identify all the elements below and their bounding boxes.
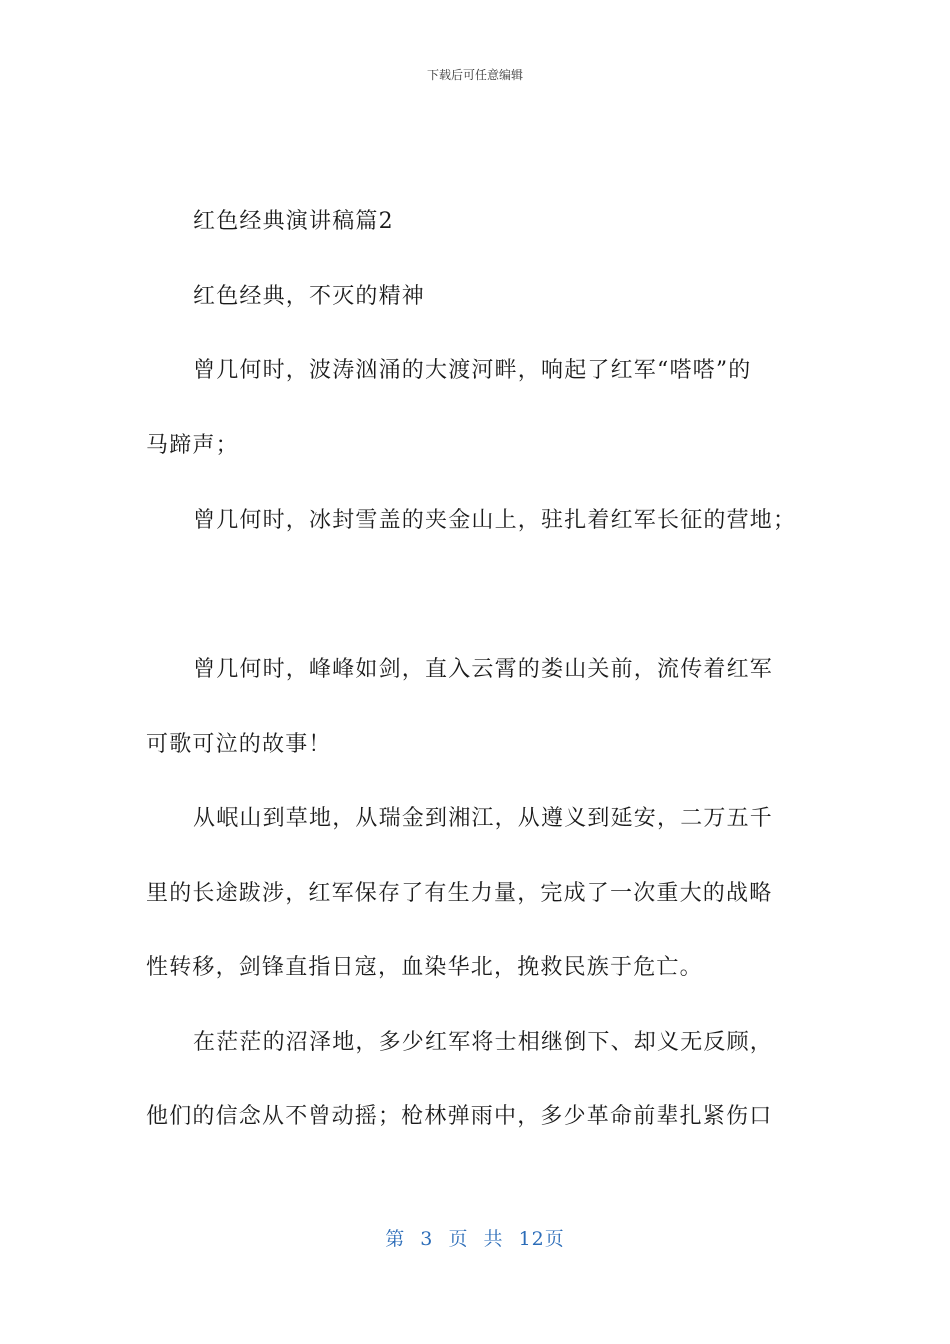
paragraph-line: 曾几何时，冰封雪盖的夹金山上，驻扎着红军长征的营地； bbox=[193, 508, 797, 533]
paragraph-line: 里的长途跋涉，红军保存了有生力量，完成了一次重大的战略 bbox=[146, 881, 773, 906]
paragraph-line: 从岷山到草地，从瑞金到湘江，从遵义到延安，二万五千 bbox=[193, 806, 774, 831]
paragraph-line: 曾几何时，波涛汹涌的大渡河畔，响起了红军“嗒嗒”的 bbox=[193, 358, 752, 383]
footer-total-pages: 12页 bbox=[518, 1228, 565, 1250]
footer-ye: 页 bbox=[448, 1228, 469, 1250]
paragraph-line: 可歌可泣的故事！ bbox=[146, 732, 332, 757]
document-title: 红色经典演讲稿篇2 bbox=[193, 209, 394, 234]
footer-gong: 共 bbox=[483, 1228, 504, 1250]
page-header: 下载后可任意编辑 bbox=[426, 68, 523, 82]
page-footer bbox=[0, 1224, 950, 1251]
paragraph-line: 在茫茫的沼泽地，多少红军将士相继倒下、却义无反顾， bbox=[193, 1030, 774, 1055]
footer-di: 第 bbox=[385, 1228, 406, 1250]
document-subtitle: 红色经典，不灭的精神 bbox=[193, 284, 426, 309]
paragraph-line: 他们的信念从不曾动摇；枪林弹雨中，多少革命前辈扎紧伤口 bbox=[146, 1104, 773, 1129]
paragraph-line: 马蹄声； bbox=[146, 433, 239, 458]
footer-page-number: 3 bbox=[420, 1228, 434, 1250]
paragraph-line: 性转移，剑锋直指日寇，血染华北，挽救民族于危亡。 bbox=[146, 955, 703, 980]
paragraph-line: 曾几何时，峰峰如剑，直入云霄的娄山关前，流传着红军 bbox=[193, 657, 774, 682]
